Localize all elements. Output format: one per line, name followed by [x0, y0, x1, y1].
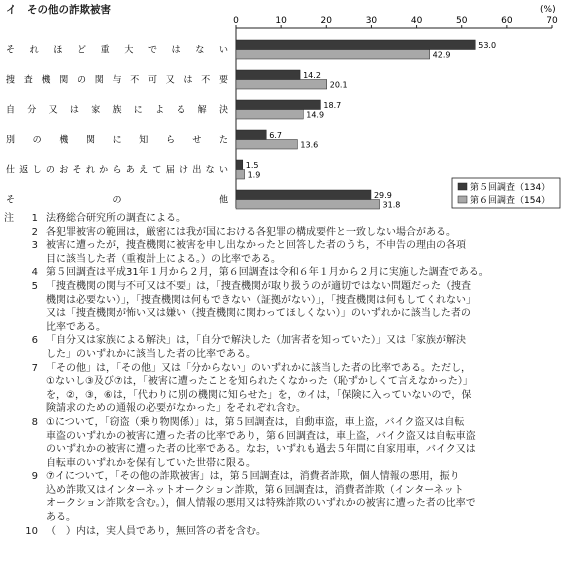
bar-chart	[0, 0, 570, 212]
note-line: ①ないし③及び⑦は，「被害に遭ったことを知られたくなかった（恥ずかしくて言えなかった）」	[46, 376, 473, 388]
bar	[236, 50, 430, 60]
category-label: 自分又は家族による解決	[6, 105, 228, 116]
note-prefix	[4, 525, 20, 539]
note-line: 「捜査機関の関与不可又は不要」は，「捜査機関が取り扱うのが適切ではない問題だった（捜査	[46, 280, 471, 292]
note-prefix	[4, 362, 20, 416]
x-tick-label: 70	[546, 16, 558, 26]
note-line: 険請求のための通報の必要がなかった」をそれぞれ含む。	[46, 403, 306, 415]
note-line: ⑦イについて，「その他の詐欺被害」は，第５回調査は，消費者詐欺，個人情報の悪用，振り	[46, 471, 460, 483]
bar	[236, 190, 371, 200]
note-line: 各犯罪被害の範囲は，厳密には我が国における各犯罪の構成要件と一致しない場合がある。	[46, 226, 456, 238]
note-line: オークション詐欺を含む。），個人情報の悪用又は特殊詐欺のいずれかの被害に遭った者の比率で	[46, 498, 476, 510]
legend-swatch	[458, 196, 467, 203]
note-prefix: 注	[4, 213, 14, 224]
note-text	[46, 334, 564, 361]
note-line: 法務総合研究所の調査による。	[46, 213, 186, 224]
note-prefix	[4, 226, 20, 240]
bar	[236, 110, 303, 120]
note-number: 4	[31, 267, 38, 279]
note-line: ある。	[46, 512, 76, 524]
note-text	[46, 280, 564, 334]
note-number: 3	[31, 240, 38, 252]
note-line: 第５回調査は平成31年１月から２月，第６回調査は令和６年１月から２月に実施した調査である。	[46, 267, 489, 279]
note-item	[4, 362, 564, 416]
value-label: 14.2	[303, 71, 321, 80]
note-item	[4, 212, 564, 226]
note-line: 「自分又は家族による解決」は，「自分で解決した（加害者を知っていた）」又は「家族が解決	[46, 335, 466, 347]
category-label: 仕返しのおそれからあえて届け出ない	[6, 165, 228, 176]
note-number: 1	[31, 213, 38, 224]
note-prefix	[4, 416, 20, 470]
note-line: 比率である。	[46, 321, 106, 333]
note-line: 「その他」は，「その他」又は「分からない」のいずれかに該当した者の比率である。ただし，	[46, 362, 471, 374]
note-item	[4, 470, 564, 524]
legend	[452, 178, 560, 208]
value-label: 14.9	[306, 110, 325, 120]
value-label: 1.9	[247, 170, 261, 180]
note-text	[46, 416, 564, 470]
x-tick-label: 30	[365, 16, 378, 26]
bar	[236, 70, 300, 80]
note-number: 8	[31, 416, 38, 428]
note-text	[46, 239, 564, 266]
note-line: 自転車のいずれかを保有していた世帯に限る。	[46, 457, 256, 469]
note-prefix	[4, 334, 20, 361]
note-prefix	[4, 470, 20, 524]
value-label: 29.9	[373, 191, 392, 200]
note-item	[4, 334, 564, 361]
note-item	[4, 525, 564, 539]
legend-swatch	[458, 183, 467, 190]
note-line: 機関は必要ない）」，「捜査機関は何もできない（証拠がない）」，「捜査機関は何もしてくれない」	[46, 294, 476, 306]
bar	[236, 40, 475, 50]
bar	[236, 200, 380, 210]
legend-label: 第５回調査（134）	[470, 183, 551, 193]
note-line: 車盗のいずれかの被害に遭った者の比率であり，第６回調査は，車上盗，バイク盗又は自転車盗	[46, 430, 476, 442]
section-title: イ その他の詐欺被害	[6, 4, 111, 16]
value-label: 42.9	[432, 50, 451, 60]
note-line: 又は「捜査機関が怖い又は嫌い（捜査機関に関わってほしくない）」のいずれかに該当した者の	[46, 308, 471, 320]
note-text	[46, 266, 564, 280]
note-text	[46, 362, 564, 416]
note-prefix	[4, 266, 20, 280]
note-text	[46, 212, 564, 226]
note-line: 込め詐欺又はインターネットオークション詐欺，第６回調査は，消費者詐欺（インターネット	[46, 484, 464, 496]
note-number: 7	[31, 362, 38, 374]
note-text	[46, 226, 564, 240]
x-tick-label: 0	[233, 16, 239, 26]
value-label: 6.7	[269, 131, 282, 140]
value-label: 53.0	[478, 41, 497, 50]
value-label: 1.5	[245, 161, 259, 170]
note-number: 6	[31, 335, 38, 347]
x-tick-label: 50	[455, 16, 468, 26]
note-prefix	[4, 280, 20, 334]
note-number: 5	[31, 280, 38, 292]
value-label: 13.6	[300, 140, 319, 150]
note-number: 9	[31, 471, 38, 483]
bar	[236, 160, 243, 170]
x-tick-label: 20	[320, 16, 333, 26]
note-line: した」のいずれかに該当した者の比率である。	[46, 348, 256, 360]
category-label: 別の機関に知らせた	[6, 135, 228, 146]
note-item	[4, 266, 564, 280]
note-number: 2	[31, 226, 38, 238]
category-label: それほど重大ではない	[6, 45, 228, 56]
note-text	[46, 470, 564, 524]
category-labels	[6, 44, 228, 206]
x-tick-label: 10	[275, 16, 287, 26]
category-label: 捜査機関の関与不可又は不要	[6, 75, 228, 86]
note-prefix	[4, 239, 20, 266]
note-item	[4, 416, 564, 470]
note-line: ①について，「窃盗（乗り物関係）」は，第５回調査は，自動車盗，車上盗，バイク盗又は自転	[46, 416, 465, 428]
bar	[236, 130, 266, 140]
note-line: 被害に遭ったが，捜査機関に被害を申し出なかったと回答した者のうち，不申告の理由の各項	[46, 240, 466, 252]
value-label: 18.7	[323, 101, 342, 110]
note-line: 目に該当した者（重複計上による。）の比率である。	[46, 253, 281, 265]
bar	[236, 170, 245, 180]
value-label: 31.8	[382, 200, 401, 210]
bar	[236, 100, 320, 110]
note-number: 10	[25, 525, 38, 537]
note-line: を，②，③，⑥は，「代わりに別の機関に知らせた」を，⑦イは，「保険に入っていないので，保	[46, 389, 472, 401]
note-item	[4, 226, 564, 240]
x-tick-label: 40	[410, 16, 423, 26]
unit-label: (%)	[540, 5, 556, 15]
note-item	[4, 280, 564, 334]
bar	[236, 140, 297, 150]
bar	[236, 80, 327, 90]
legend-label: 第６回調査（154）	[470, 196, 551, 206]
note-item	[4, 239, 564, 266]
category-label: その他	[6, 195, 228, 206]
note-line: のいずれかの被害に遭った者の比率である。なお，いずれも過去５年間に自家用車，バイク又は	[46, 444, 476, 456]
note-text	[46, 525, 564, 539]
value-label: 20.1	[329, 80, 348, 90]
note-line: （ ）内は，実人員であり，無回答の者を含む。	[46, 525, 266, 537]
notes	[4, 212, 564, 538]
x-tick-label: 60	[501, 16, 513, 26]
